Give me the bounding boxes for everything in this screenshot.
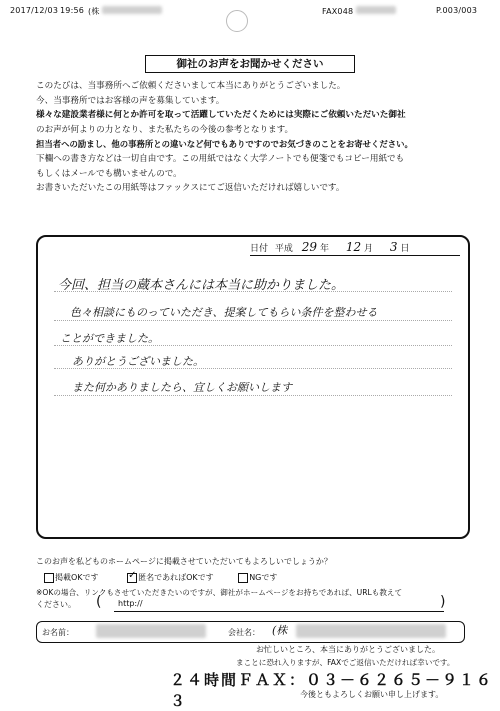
company-prefix: (株 (272, 624, 288, 637)
form-title: 御社のお声をお聞かせください (145, 55, 355, 73)
handwritten-line: 今回、担当の蔵本さんには本当に助かりました。 (58, 278, 345, 293)
url-bracket-left: ( (96, 594, 102, 610)
fax-date: 2017/12/03 (10, 6, 59, 15)
option-ok-label: 掲載OKです (55, 573, 99, 582)
url-prefix: http:// (118, 599, 143, 608)
closing-request: まことに恐れ入りますが、FAXでご返信いただければ幸いです。 (236, 658, 455, 667)
date-month: 12 (345, 240, 362, 254)
consent-note-cont: ください。 (36, 600, 76, 609)
checkbox-icon[interactable] (44, 573, 54, 583)
option-ok[interactable] (44, 573, 101, 582)
fax-sender-prefix: (株 (88, 7, 100, 16)
date-field (250, 240, 460, 256)
closing-regards: 今後ともよろしくお願い申し上げます。 (300, 690, 444, 699)
company-label: 会社名： (228, 628, 260, 637)
date-year: 29 (301, 240, 318, 254)
consent-options (44, 569, 278, 583)
intro-line: 下欄への書き方などは一切自由です。この用紙ではなく大学ノートでも便箋でもコピー用紙でも (36, 153, 405, 164)
intro-line: 今、当事務所ではお客様の声を募集しています。 (36, 95, 225, 106)
rule-line (54, 320, 452, 321)
date-label: 日付 (250, 244, 269, 254)
option-ng[interactable] (238, 573, 277, 582)
date-year-unit: 年 (319, 244, 329, 254)
date-day: 3 (389, 240, 398, 254)
redacted-fax-number (356, 6, 396, 14)
redacted-sender (102, 6, 162, 14)
checkbox-checked-icon[interactable]: ✓ (128, 569, 137, 581)
option-anonymous-label: 匿名であればOKです (138, 573, 214, 582)
rule-line (54, 395, 452, 396)
url-bracket-right: ) (440, 594, 446, 610)
fax-time: 19:56 (60, 6, 85, 15)
fax-number-24h: ２４時間ＦＡＸ：０３－６２６５－９１６３ (170, 671, 494, 710)
intro-text (36, 79, 476, 196)
checkbox-icon[interactable] (238, 573, 248, 583)
closing-thanks: お忙しいところ、本当にありがとうございました。 (256, 645, 440, 654)
redacted-company (296, 624, 446, 638)
name-label: お名前： (42, 628, 74, 637)
fax-page: P.003/003 (436, 6, 478, 15)
fax-number (322, 6, 396, 16)
handwritten-line: ありがとうございました。 (72, 355, 204, 368)
intro-line: 担当者への励まし、他の事務所との違いなど何でもありですのでお気づきのことをお寄せください。 (36, 139, 413, 150)
fax-number-prefix: FAX048 (322, 7, 354, 16)
option-ng-label: NGです (249, 573, 278, 582)
consent-note: ※OKの場合、リンクもさせていただきたいのですが、御社がホームページをお持ちであれば、URLも教えて (36, 588, 403, 597)
handwritten-line: 色々相談にものっていただき、提案してもらい条件を整わせる (70, 306, 378, 319)
url-input[interactable] (114, 611, 444, 612)
faint-logo-mark (226, 10, 248, 32)
date-month-unit: 月 (363, 244, 373, 254)
redacted-name (96, 624, 206, 638)
option-anonymous[interactable] (127, 569, 216, 582)
handwritten-line: ことができました。 (60, 332, 159, 345)
intro-line: 様々な建設業者様に何とか許可を取って活躍していただくためには実際にご依頼いただいた御社 (36, 110, 406, 121)
date-day-unit: 日 (400, 244, 410, 254)
intro-line: お書きいただいたこの用紙等はファックスにてご返信いただければ嬉しいです。 (36, 183, 345, 194)
date-era: 平成 (274, 244, 293, 254)
intro-line: もしくはメールでも構いませんので。 (36, 168, 182, 179)
handwritten-line: また何かありましたら、宜しくお願いします (72, 381, 292, 394)
intro-line: のお声が何よりの力となり、また私たちの今後の参考となります。 (36, 124, 294, 135)
consent-question: このお声を私どものホームページに掲載させていただいてもよろしいでしょうか？ (36, 557, 332, 566)
fax-sender (88, 6, 162, 17)
intro-line: このたびは、当事務所へご依頼くださいまして本当にありがとうございました。 (36, 81, 346, 91)
